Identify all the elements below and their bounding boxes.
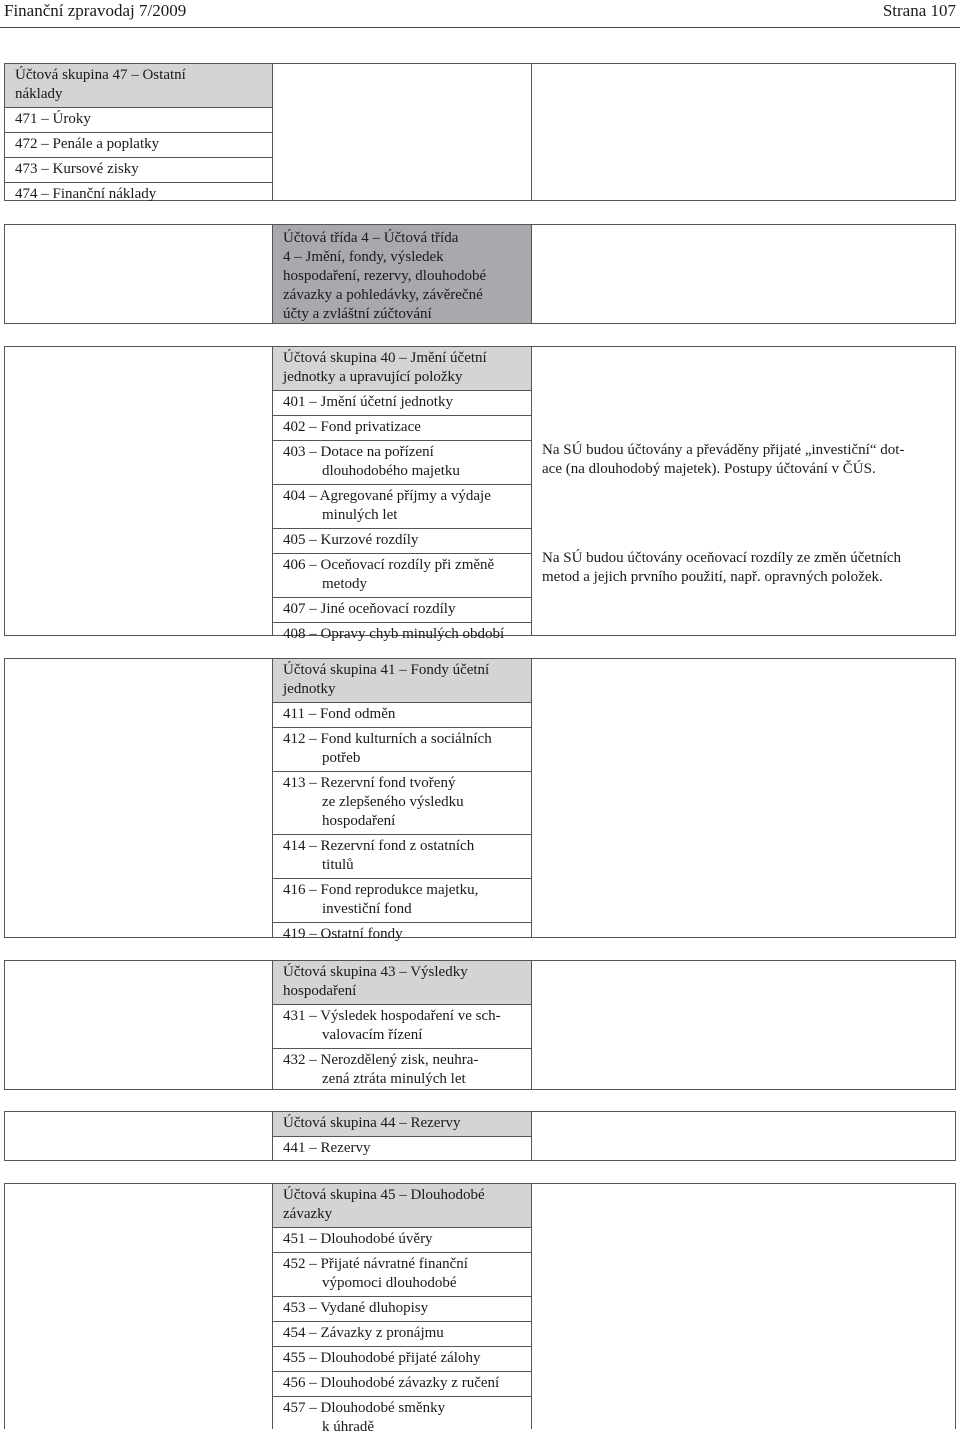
account-row: [5, 133, 272, 158]
account-label: 456 – Dlouhodobé závazky z ručení: [283, 1375, 500, 1391]
table-class-4: [4, 224, 956, 324]
class-title-4: [273, 225, 531, 323]
account-label: 414 – Rezervní fond z ostatních: [283, 838, 475, 854]
account-row: [273, 1005, 531, 1049]
note-403: [542, 441, 943, 479]
note-406: [542, 549, 943, 587]
column-left: [5, 1184, 272, 1429]
account-label-continuation: hospodaření: [322, 813, 396, 829]
column-right: [532, 1184, 955, 1429]
class-title-line: Účtová třída 4 – Účtová třída: [283, 230, 459, 246]
account-row: [273, 391, 531, 416]
column-middle: [272, 961, 532, 1089]
account-row: [273, 835, 531, 879]
note-line: Na SÚ budou účtovány a převáděny přijaté „investiční“ dot-: [542, 442, 905, 458]
account-label: 453 – Vydané dluhopisy: [283, 1300, 429, 1316]
account-label-continuation: ze zlepšeného výsledku: [322, 794, 464, 810]
account-label: 412 – Fond kulturních a sociálních: [283, 731, 492, 747]
account-label: 419 – Ostatní fondy: [283, 926, 403, 942]
account-row: [273, 1253, 531, 1297]
group-title-line: hospodaření: [283, 983, 357, 999]
account-label: 473 – Kursové zisky: [15, 161, 139, 177]
account-row: [273, 1137, 531, 1161]
account-row: [273, 441, 531, 485]
group-title-40: [273, 347, 531, 391]
account-label: 408 – Opravy chyb minulých období: [283, 626, 505, 642]
account-row: [5, 158, 272, 183]
account-label: 474 – Finanční náklady: [15, 186, 157, 202]
account-label: 403 – Dotace na pořízení: [283, 444, 434, 460]
account-row: [273, 554, 531, 598]
group-title-line: Účtová skupina 41 – Fondy účetní: [283, 662, 490, 678]
account-label: 402 – Fond privatizace: [283, 419, 421, 435]
table-group-44: [4, 1111, 956, 1161]
account-label: 451 – Dlouhodobé úvěry: [283, 1231, 433, 1247]
group-title-44: [273, 1112, 531, 1137]
account-row: [273, 879, 531, 923]
account-label-continuation: metody: [322, 576, 367, 592]
group-title-line: jednotky: [283, 681, 336, 697]
column-right: [532, 659, 955, 937]
account-row: [273, 772, 531, 835]
header-page-number: Strana 107: [882, 1, 956, 20]
account-label-continuation: výpomoci dlouhodobé: [322, 1275, 457, 1291]
account-label-continuation: k úhradě: [322, 1419, 375, 1435]
group-title-line: Účtová skupina 40 – Jmění účetní: [283, 350, 487, 366]
account-label: 455 – Dlouhodobé přijaté zálohy: [283, 1350, 481, 1366]
account-row: [273, 1049, 531, 1092]
table-group-41: [4, 658, 956, 942]
group-title-41: [273, 659, 531, 703]
group-title-line: Účtová skupina 45 – Dlouhodobé: [283, 1187, 485, 1203]
table-group-43: [4, 960, 956, 1090]
account-label: 452 – Přijaté návratné finanční: [283, 1256, 468, 1272]
account-label: 401 – Jmění účetní jednotky: [283, 394, 453, 410]
account-label: 457 – Dlouhodobé směnky: [283, 1400, 446, 1416]
account-label: 411 – Fond odměn: [283, 706, 396, 722]
account-row: [273, 598, 531, 623]
account-row: [273, 1347, 531, 1372]
account-row: [273, 529, 531, 554]
group-title-47: [5, 64, 272, 108]
account-label: 454 – Závazky z pronájmu: [283, 1325, 444, 1341]
class-title-line: 4 – Jmění, fondy, výsledek: [283, 249, 444, 265]
group-title-43: [273, 961, 531, 1005]
account-row: [273, 1322, 531, 1347]
column-right: [532, 225, 955, 323]
account-label: 407 – Jiné oceňovací rozdíly: [283, 601, 456, 617]
column-middle: [272, 1184, 532, 1435]
account-label: 431 – Výsledek hospodaření ve sch-: [283, 1008, 501, 1024]
header-rule: [0, 27, 960, 28]
column-left: [5, 961, 272, 1089]
column-left: [5, 659, 272, 937]
account-row: [273, 623, 531, 647]
class-title-line: hospodaření, rezervy, dlouhodobé: [283, 268, 487, 284]
account-row: [273, 1297, 531, 1322]
group-title-45: [273, 1184, 531, 1228]
account-row: [273, 703, 531, 728]
account-label-continuation: potřeb: [322, 750, 361, 766]
column-right: [532, 961, 955, 1089]
account-label: 472 – Penále a poplatky: [15, 136, 160, 152]
account-label: 441 – Rezervy: [283, 1140, 371, 1156]
column-middle: [272, 225, 532, 323]
account-row: [273, 485, 531, 529]
group-title-line: Účtová skupina 44 – Rezervy: [283, 1115, 461, 1131]
account-label: 406 – Oceňovací rozdíly při změně: [283, 557, 495, 573]
table-group-40: [4, 346, 956, 642]
class-title-line: účty a zvláštní zúčtování: [283, 306, 432, 322]
account-row: [273, 728, 531, 772]
account-label: 432 – Nerozdělený zisk, neuhra-: [283, 1052, 479, 1068]
account-row: [273, 1372, 531, 1397]
account-row: [5, 183, 272, 207]
account-label-continuation: dlouhodobého majetku: [322, 463, 460, 479]
account-row: [5, 108, 272, 133]
group-title-line: závazky: [283, 1206, 333, 1222]
column-middle: [272, 659, 532, 942]
account-label: 404 – Agregované příjmy a výdaje: [283, 488, 491, 504]
account-row: [273, 1228, 531, 1253]
group-title-line: jednotky a upravující položky: [283, 369, 463, 385]
group-title-line: náklady: [15, 86, 63, 102]
column-right: [532, 64, 955, 200]
account-label-continuation: zená ztráta minulých let: [322, 1071, 466, 1087]
column-left: [5, 1112, 272, 1160]
account-row: [273, 416, 531, 441]
class-title-line: závazky a pohledávky, závěrečné: [283, 287, 483, 303]
column-left: [5, 64, 272, 200]
account-row: [273, 1397, 531, 1440]
column-middle: [272, 64, 532, 200]
header-publication: Finanční zpravodaj 7/2009: [4, 1, 187, 20]
column-right: [532, 347, 955, 635]
account-label-continuation: investiční fond: [322, 901, 412, 917]
column-middle: [272, 347, 532, 642]
account-label: 471 – Úroky: [15, 111, 91, 127]
account-label-continuation: titulů: [322, 857, 354, 873]
note-line: Na SÚ budou účtovány oceňovací rozdíly ze změn účetních: [542, 550, 902, 566]
group-title-line: Účtová skupina 43 – Výsledky: [283, 964, 468, 980]
account-row: [273, 923, 531, 947]
account-label-continuation: minulých let: [322, 507, 398, 523]
note-line: ace (na dlouhodobý majetek). Postupy účtování v ČÚS.: [542, 461, 876, 477]
column-left: [5, 225, 272, 323]
column-right: [532, 1112, 955, 1160]
column-middle: [272, 1112, 532, 1160]
account-label-continuation: valovacím řízení: [322, 1027, 423, 1043]
table-group-47: [4, 63, 956, 201]
account-label: 416 – Fond reprodukce majetku,: [283, 882, 479, 898]
account-label: 405 – Kurzové rozdíly: [283, 532, 419, 548]
group-title-line: Účtová skupina 47 – Ostatní: [15, 67, 186, 83]
note-line: metod a jejich prvního použití, např. opravných položek.: [542, 569, 883, 585]
account-label: 413 – Rezervní fond tvořený: [283, 775, 456, 791]
table-group-45: [4, 1183, 956, 1435]
column-left: [5, 347, 272, 635]
